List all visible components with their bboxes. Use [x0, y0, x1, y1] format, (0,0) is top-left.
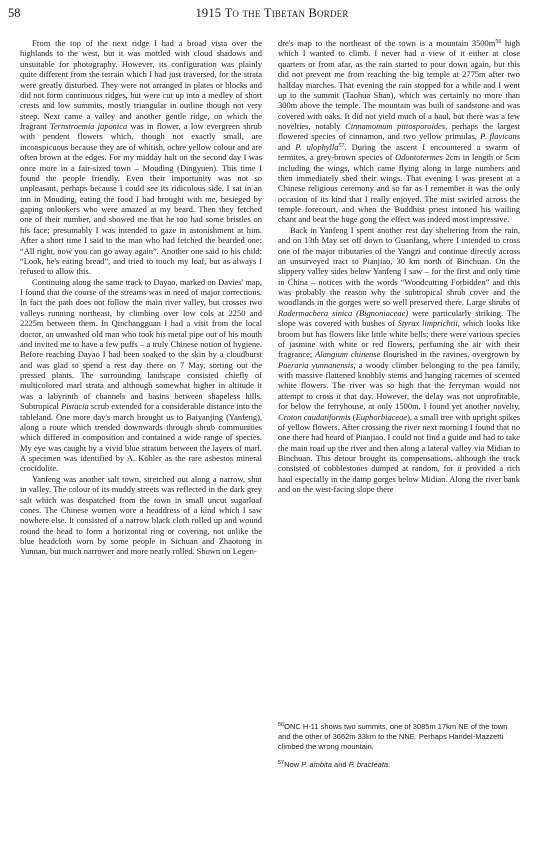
left-column — [20, 38, 262, 557]
paragraph: dre's map to the northeast of the town is a mountain $3500m^{56}$ high which I wanted to climb. I never had a view of it either at close quarters or from afar, as the rain started to pour down again, but this did not prevent me from reaching the big temple at 2775m after two halfday marches. That evening the rain stopped for a while and I went up to the summit (Taohua Shan), which was certainly no more than 300m above the temple. The mountain was built of sandstone and was covered with oaks. It did not yield much of a haul, but there was a few novelties, notably Cinnamomum pittosporoides, perhaps the largest flowered species of cinnamon, and two yellow primulas, P. flavicans and P. ulophylla$^{57}$. During the ascent I encountered a swarm of termites, a grey-brown species of Odontotermes 2cm in length or 5cm including the wings, which came flying along in large numbers and then immediately shed their wings. That evening I was present at a Chinese religious ceremony and so far as I remember it was the only occasion of its kind that I really enjoyed. The mist swirled across the temple forecourt, and when the Buddhist priest intoned his wailing chant and beat the huge gong the effect was indeed most impressive. — [278, 38, 521, 225]
right-column — [278, 38, 520, 495]
footnote-ref-56[interactable]: 56 — [495, 39, 502, 45]
footnote-57: $^{57}$Now P. ambita and P. bracteata. — [278, 760, 391, 769]
page-number: 58 — [8, 6, 21, 20]
running-title — [8, 6, 536, 21]
paragraph: From the top of the next ridge I had a broad vista over the highlands to the west, but it was mottled with cloud shadows and unsuitable for photography. However, its configuration was plainly quite different from the terrain which I had just traversed, for the strata were greatly disturbed. They were not arranged in plates or blocks and did not form continuous ridges, but were cut up into a medley of short crests and low summits, mostly triangular in outline though not very steep. Next came a valley and another gentle ridge, on which the fragrant Ternstroemia japonica was in flower, a low evergreen shrub with pendent flowers which, though not exactly small, are inconspicuous because they are of whitish, ochre yellow colour and are often brown at the edges. For my midday halt on the second day I was once more in a fair-sized town – Mouding (Dingyuen). This time I found the people friendly. Even their importunity was not so unpleasant, perhaps because I could see its ridiculous side. I sat in an inn in Mouding, eating the food I had brought with me, besieged by gaping onlookers who were amazed at my beard. Then they fetched one of their number, and showed me that he too had some bristles on his face; presumably I was intended to gaze in astonishment at him. After a short time I said to the man who had fetched the bearded one: “All right, now you can go away again”. Another one said to his child: “Look, he's eating bread”, and tried to touch my loaf, but as always I refused to allow this. — [20, 38, 262, 277]
footnote-ref-57[interactable]: 57 — [338, 142, 345, 149]
paragraph: Continuing along the same track to Dayao, marked on Davies' map, I found that the course of the streams was in need of major corrections. In fact the path does not follow the main river valley, but crosses two valleys running northeast, by climbing over low cols at 2250 and 2225m between them. In Qinchangguan I had a visit from the local doctor, an unwashed old man who took his metal pipe out of his mouth and invited me to have a few puffs – a truly Chinese notion of hygiene. Before reaching Dayao I had been soaked to the skin by a cloudburst and was glad to spend a rest day there on 7 May, sorting out the pressed plants. The surrounding landscape consisted chiefly of multicolored marl strata and although somewhat higher in altitude it was a labyrinth of channels and basins between shapeless hills. Subtropical Pistacia scrub extended for a considerable distance into the tableland. One more day's march brought us to Baiyanjing (Yanfeng), along a route which trended downwards through shrub communities which differed in composition and contained a wide range of species. My eye was caught by a vivid blue stratum between the layers of marl. A specimen was identified by A. Köhler as the rare asbestos mineral crocidolite. — [20, 276, 262, 474]
running-title-rest: Tibetan Border — [263, 6, 349, 20]
running-title-year: 1915 — [195, 6, 222, 20]
paragraph: Back in Yanfeng I spent another rest day sheltering from the rain, and on 13th May set off down to Guanfang, where I intended to cross one of the major tributaries of the Yangzi and continue directly across an unsurveyed tract to Pianjiao, 30 km north of Binchuan. On the slippery valley sides below Yanfeng I saw – for the first and only time in China – notices with the words “Woodcutting Forbidden” and this was probably the reason why the subtropical shrub cover and the woodlands in the gorges were so well preserved there. Large shrubs of Radermachera sinica (Bignoniaceae) were particularly striking. The slope was covered with bushes of Styrax limprichtii, which looks like broom but has flowers like little white bells; there were various species of jasmine with white or red flowers, perfuming the air with their fragrance; Alangium chinense flourished in the ravines, overgrown by Pueraria yunnanensis, a woody climber belonging to the pea family, with massive flattened knobbly stems and hanging racemes of scented white flowers. The river was so high that the ferryman would not attempt to cross it that day. However, the delay was not unprofitable, for below the ferryhouse, at only 1500m, I found yet another novelty, Croton caudatiformis (Euphorbiaceae), a small tree with upright spikes of yellow flowers. After crossing the river next morning I found that no one there had heard of Pianjiao. I could not find a guide and had to take the main road up the river and then along a lateral valley via Midian to Binchuan. This detour brought its compensations, although the track consisted of cobblestones dumped at random, for it provided a rich haul especially in the damp gorges below Midian. Along the river bank and on the west-facing slope there — [278, 224, 520, 495]
paragraph: Yanfeng was another salt town, stretched out along a narrow, shut in valley. The colour of its muddy streets was reflected in the dark grey salt which was despatched from the town in small uncut sugarloaf cones. The Chinese women wore a headdress of a kind which I saw nowhere else. It consisted of a narrow black cloth rolled up and wound round the head to form a horizontal ring or covering, not unlike the blue headcloth worn by some people in Sichuan and Zhaotong in Yunnan, but much narrower and more neatly rolled. Shown on Legen- — [20, 473, 262, 557]
running-title-to-the: To the — [224, 6, 261, 20]
footnote-56: $^{56}$ONC H-11 shows two summits, one of 3085m 17km NE of the town and the other of 3662m 33km to the NNE. Perhaps Handel-Mazzetti climbed the wrong mountain. — [278, 722, 508, 751]
page-header — [8, 6, 536, 24]
footnotes — [278, 722, 520, 778]
